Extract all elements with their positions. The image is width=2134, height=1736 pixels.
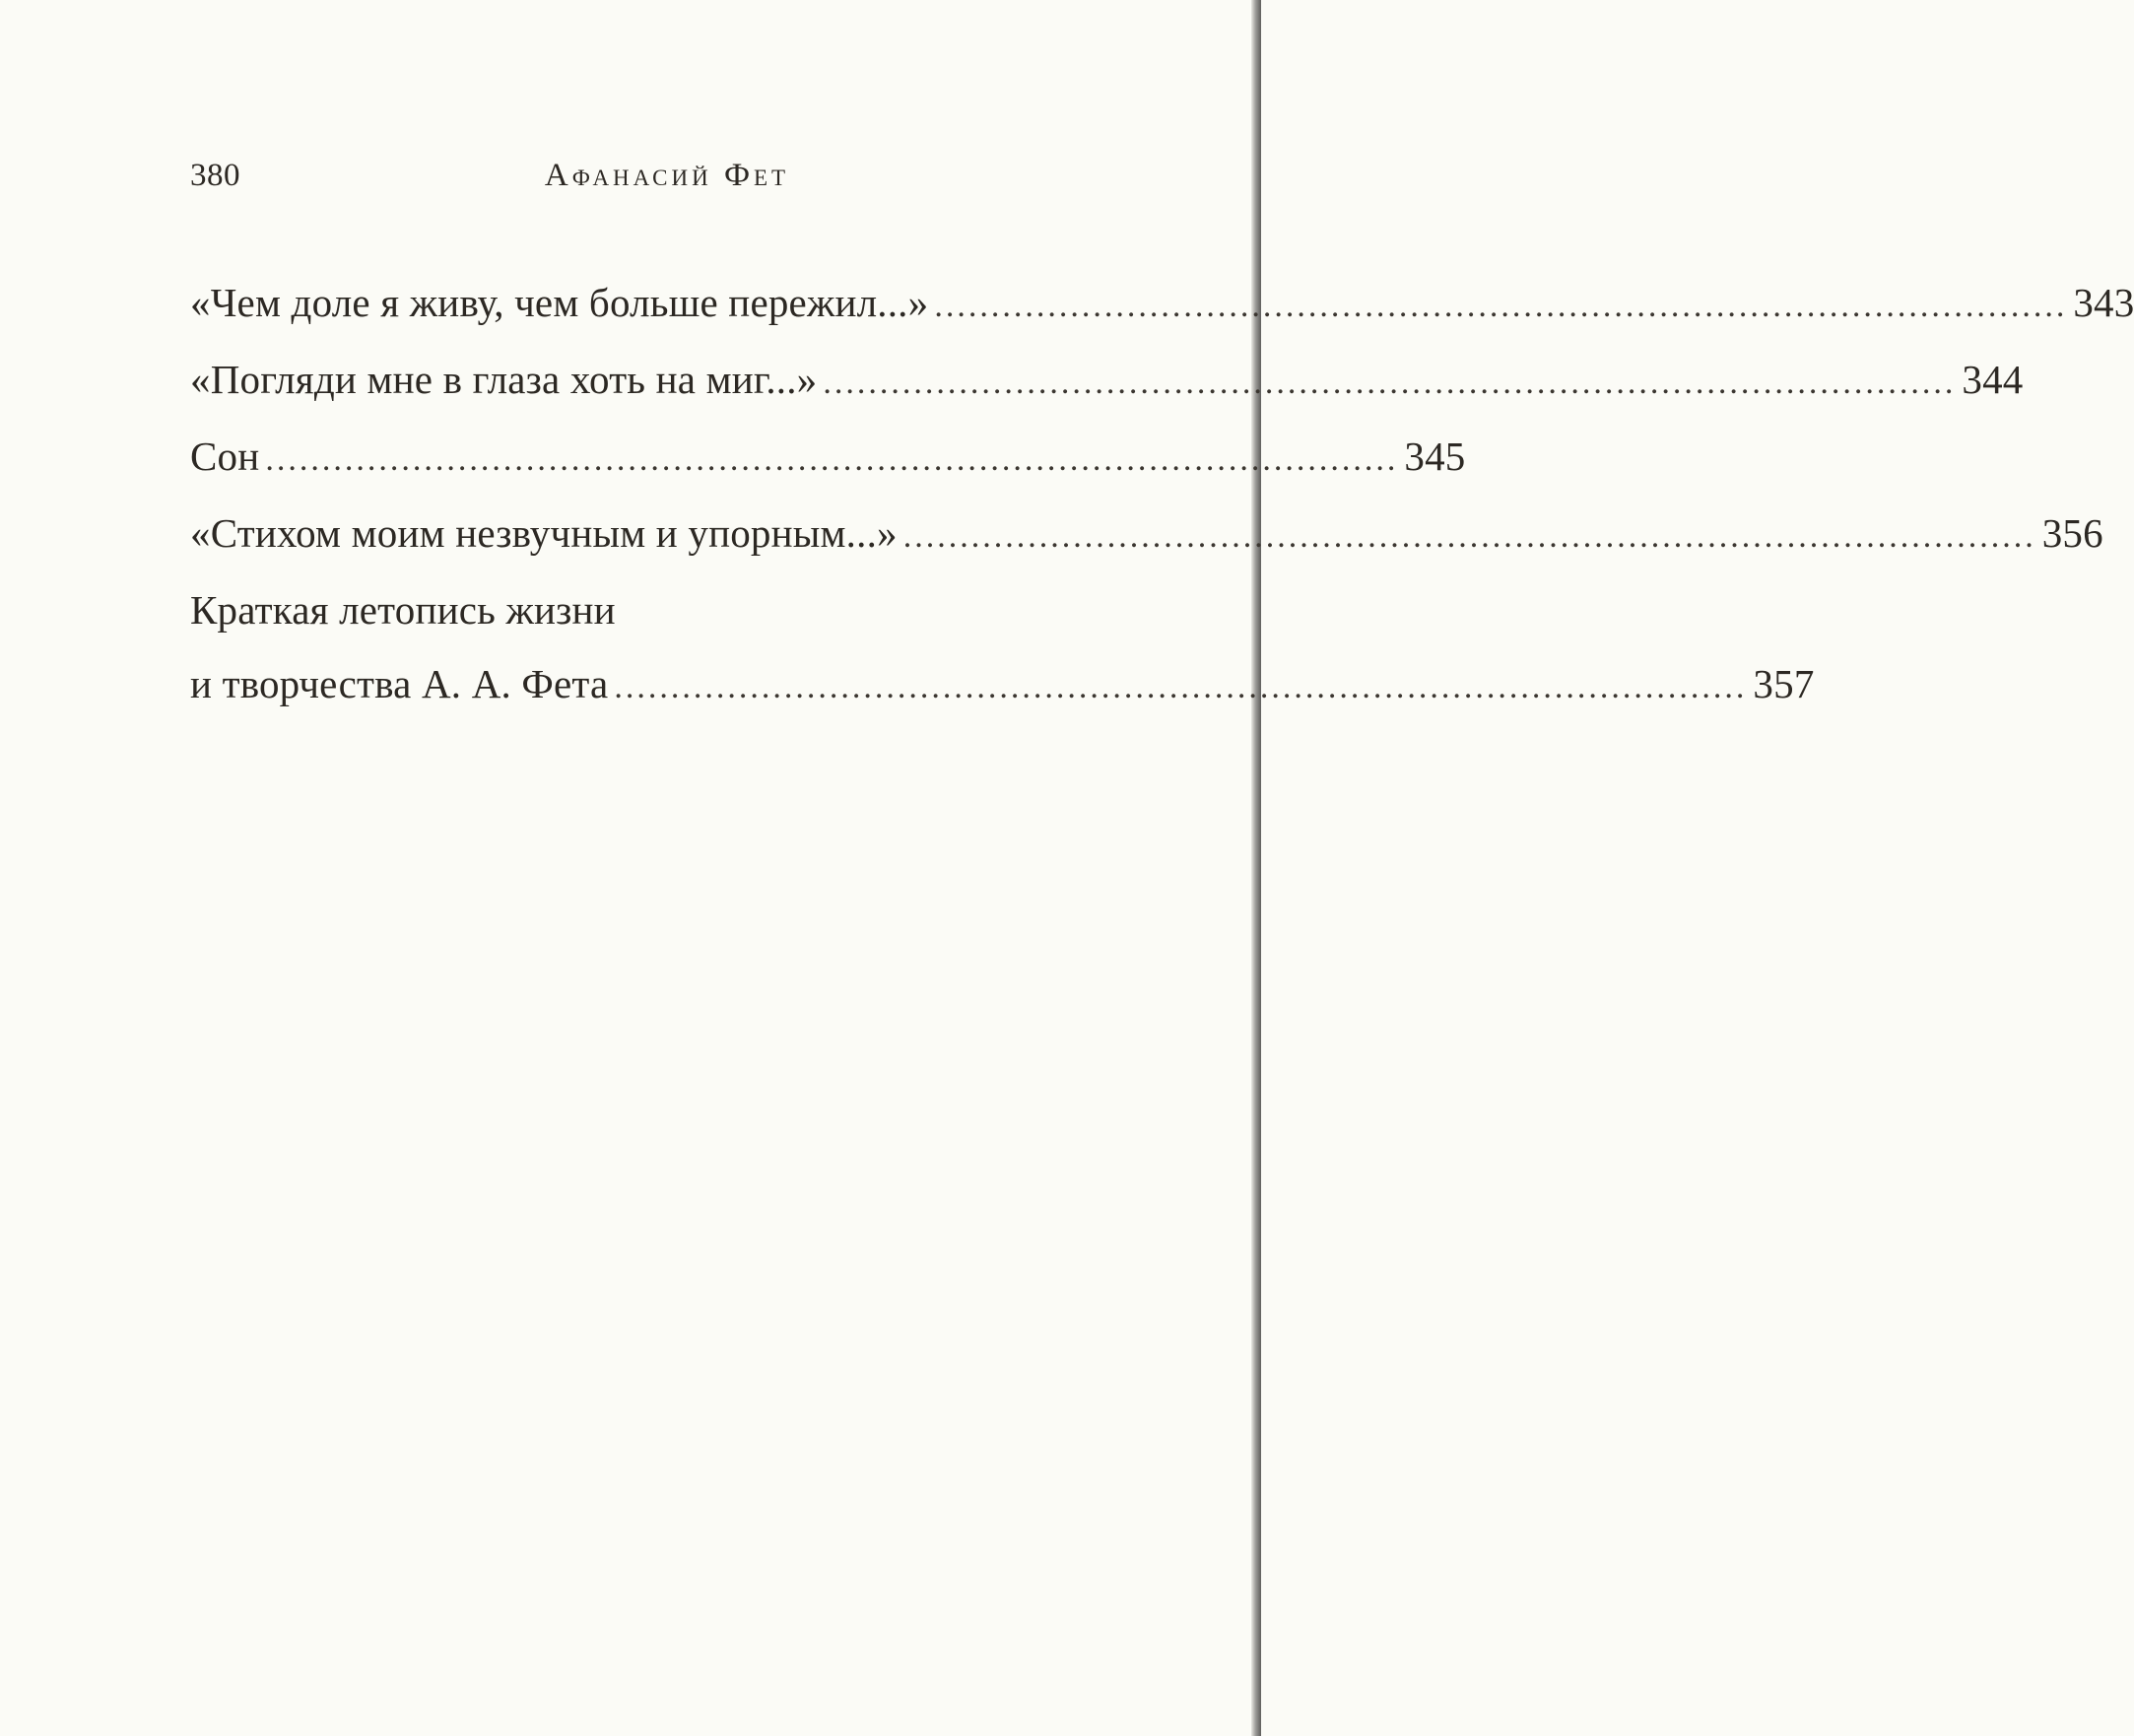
toc-entry-page: 343 [2073,280,2134,325]
toc-entry-page: 357 [1753,661,1815,706]
page-edge-shadow [1251,0,1261,1736]
toc-entry-title: Сон [190,434,260,479]
toc-entry-title: «Стихом моим незвучным и упорным...» [190,510,898,556]
toc-entry-title-line2: и творчества А. А. Фета [190,661,609,706]
toc-entry-title: «Чем доле я живу, чем больше пережил...» [190,280,929,325]
running-head-author: Афанасий Фет [544,158,790,193]
table-of-contents [190,266,2134,724]
toc-entry-first-line [190,573,1144,647]
running-head [190,158,1128,201]
toc-entry-second-line [190,647,1815,724]
dot-leader: .................................................................................................... [614,669,1748,705]
dot-leader: .................................................................................................... [934,288,2068,324]
toc-entry-title: «Погляди мне в глаза хоть на миг...» [190,357,818,402]
toc-entry[interactable] [190,266,2134,343]
toc-entry[interactable] [190,497,2103,573]
dot-leader: .................................................................................................... [823,365,1957,401]
toc-entry[interactable] [190,420,1466,497]
toc-entry-page: 345 [1404,434,1466,479]
page-number: 380 [190,158,240,193]
toc-entry-page: 356 [2041,510,2103,556]
toc-entry-multiline[interactable] [190,573,1815,724]
toc-entry-page: 344 [1962,357,2024,402]
dot-leader: .................................................................................................... [265,441,1399,478]
toc-entry-title-line1: Краткая летопись жизни [190,587,616,633]
toc-entry[interactable] [190,343,2024,420]
dot-leader: .................................................................................................... [902,518,2036,555]
